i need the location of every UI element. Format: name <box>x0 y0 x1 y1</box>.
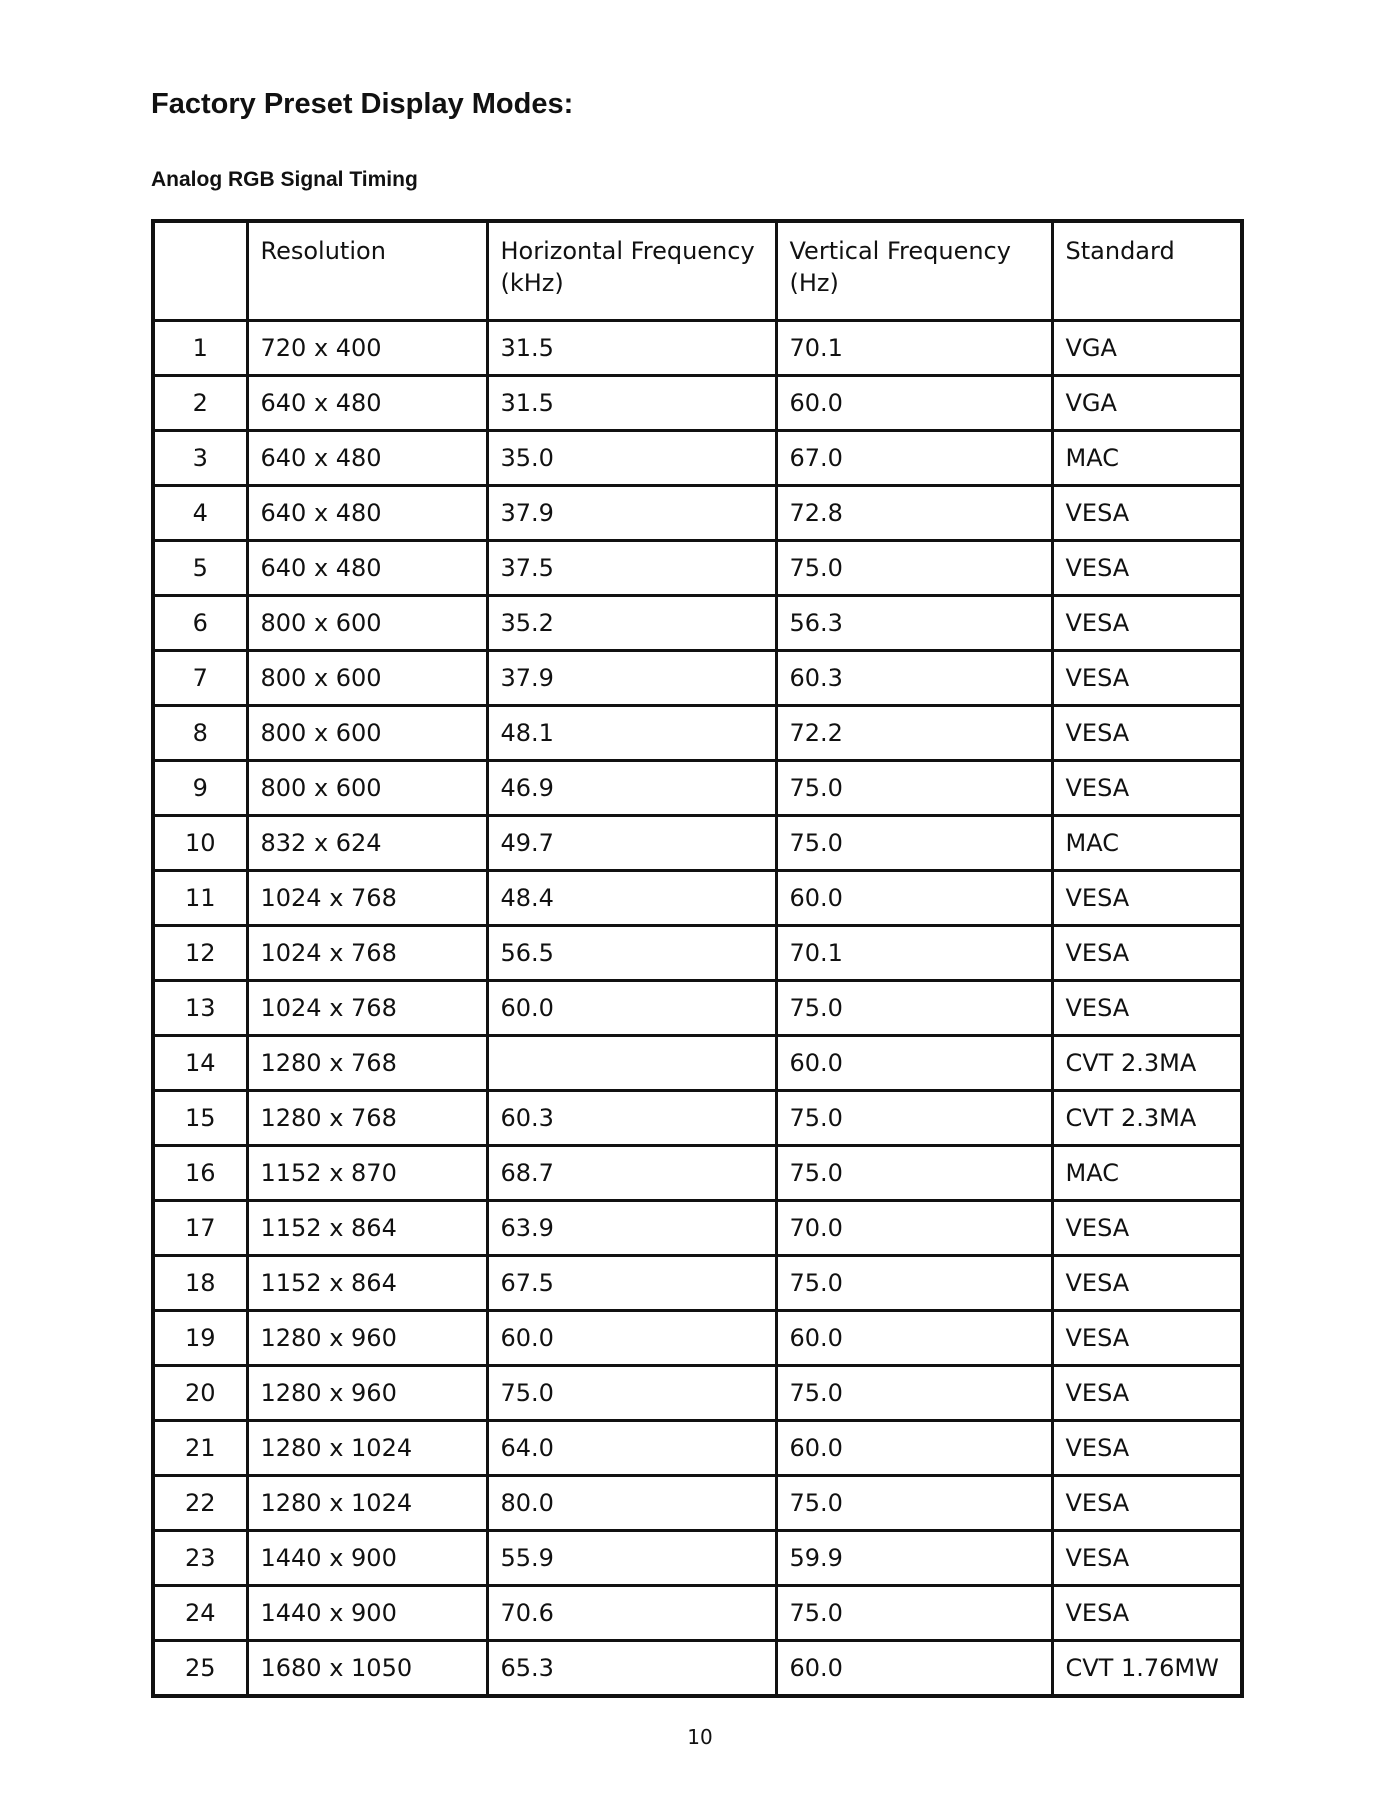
page-title: Factory Preset Display Modes: <box>151 88 574 120</box>
cell-resolution: 640 x 480 <box>247 376 487 431</box>
table-row <box>155 486 1240 541</box>
cell-horizontal-frequency: 60.0 <box>487 981 776 1036</box>
cell-standard: VESA <box>1052 1476 1240 1531</box>
cell-vertical-frequency: 59.9 <box>776 1531 1052 1586</box>
cell-vertical-frequency: 75.0 <box>776 1366 1052 1421</box>
cell-standard: VESA <box>1052 1531 1240 1586</box>
cell-resolution: 1024 x 768 <box>247 981 487 1036</box>
cell-resolution: 1152 x 864 <box>247 1256 487 1311</box>
cell-standard: VESA <box>1052 541 1240 596</box>
cell-number: 18 <box>155 1256 247 1311</box>
cell-standard: VESA <box>1052 1586 1240 1641</box>
cell-horizontal-frequency: 64.0 <box>487 1421 776 1476</box>
header-horizontal-frequency <box>487 223 776 321</box>
cell-standard: VESA <box>1052 1201 1240 1256</box>
header-resolution: Resolution <box>247 223 487 321</box>
cell-standard: VESA <box>1052 651 1240 706</box>
cell-horizontal-frequency: 46.9 <box>487 761 776 816</box>
table-header-row <box>155 223 1240 321</box>
cell-number: 12 <box>155 926 247 981</box>
cell-standard: VESA <box>1052 596 1240 651</box>
table-row <box>155 871 1240 926</box>
cell-resolution: 640 x 480 <box>247 431 487 486</box>
cell-vertical-frequency: 60.3 <box>776 651 1052 706</box>
table-row <box>155 1531 1240 1586</box>
cell-resolution: 640 x 480 <box>247 541 487 596</box>
header-vertical-frequency-label: Vertical Frequency <box>789 237 1011 265</box>
section-title: Analog RGB Signal Timing <box>151 168 418 191</box>
table-row <box>155 1641 1240 1695</box>
cell-number: 15 <box>155 1091 247 1146</box>
display-modes-table <box>151 219 1244 1698</box>
cell-resolution: 1152 x 864 <box>247 1201 487 1256</box>
cell-number: 9 <box>155 761 247 816</box>
header-vertical-frequency <box>776 223 1052 321</box>
table-row <box>155 1421 1240 1476</box>
cell-number: 20 <box>155 1366 247 1421</box>
cell-vertical-frequency: 75.0 <box>776 1146 1052 1201</box>
cell-vertical-frequency: 75.0 <box>776 541 1052 596</box>
cell-standard: CVT 1.76MW <box>1065 1654 1219 1682</box>
cell-resolution: 1152 x 870 <box>247 1146 487 1201</box>
cell-standard: CVT 2.3MA <box>1052 1036 1240 1091</box>
table-row <box>155 1146 1240 1201</box>
cell-horizontal-frequency: 75.0 <box>487 1366 776 1421</box>
cell-horizontal-frequency: 48.4 <box>487 871 776 926</box>
cell-resolution: 1280 x 1024 <box>247 1421 487 1476</box>
table-row <box>155 761 1240 816</box>
cell-horizontal-frequency: 37.9 <box>487 486 776 541</box>
cell-number: 16 <box>155 1146 247 1201</box>
cell-number: 7 <box>155 651 247 706</box>
table-body <box>155 321 1240 1695</box>
cell-number: 24 <box>155 1586 247 1641</box>
cell-vertical-frequency: 56.3 <box>776 596 1052 651</box>
cell-number: 10 <box>155 816 247 871</box>
cell-resolution: 1024 x 768 <box>247 871 487 926</box>
cell-standard: VGA <box>1052 376 1240 431</box>
table-row <box>155 1586 1240 1641</box>
cell-horizontal-frequency: 60.0 <box>487 1311 776 1366</box>
cell-resolution: 640 x 480 <box>247 486 487 541</box>
cell-horizontal-frequency: 37.5 <box>487 541 776 596</box>
cell-standard: MAC <box>1052 1146 1240 1201</box>
cell-vertical-frequency: 72.8 <box>776 486 1052 541</box>
cell-horizontal-frequency: 35.2 <box>487 596 776 651</box>
header-horizontal-frequency-unit: (kHz) <box>500 269 564 297</box>
page-number: 10 <box>687 1725 713 1749</box>
table-row <box>155 1476 1240 1531</box>
cell-vertical-frequency: 70.1 <box>776 321 1052 376</box>
cell-resolution: 1440 x 900 <box>247 1531 487 1586</box>
cell-horizontal-frequency: 31.5 <box>487 376 776 431</box>
cell-vertical-frequency: 75.0 <box>776 1091 1052 1146</box>
cell-standard: VESA <box>1052 1421 1240 1476</box>
cell-horizontal-frequency: 68.7 <box>487 1146 776 1201</box>
table-row <box>155 706 1240 761</box>
table-row <box>155 1366 1240 1421</box>
cell-horizontal-frequency: 48.1 <box>487 706 776 761</box>
cell-number: 3 <box>155 431 247 486</box>
cell-vertical-frequency: 60.0 <box>776 871 1052 926</box>
table-row <box>155 1036 1240 1091</box>
cell-horizontal-frequency: 49.7 <box>487 816 776 871</box>
cell-standard: VESA <box>1052 871 1240 926</box>
cell-resolution: 1024 x 768 <box>247 926 487 981</box>
cell-standard: VGA <box>1052 321 1240 376</box>
cell-number: 11 <box>155 871 247 926</box>
cell-horizontal-frequency: 63.9 <box>487 1201 776 1256</box>
cell-horizontal-frequency: 56.5 <box>487 926 776 981</box>
table-row <box>155 541 1240 596</box>
cell-vertical-frequency: 75.0 <box>776 1476 1052 1531</box>
cell-resolution: 800 x 600 <box>247 596 487 651</box>
cell-vertical-frequency: 60.0 <box>776 1421 1052 1476</box>
cell-vertical-frequency: 75.0 <box>776 1586 1052 1641</box>
cell-number: 4 <box>155 486 247 541</box>
cell-standard: VESA <box>1052 1366 1240 1421</box>
table-row <box>155 981 1240 1036</box>
cell-horizontal-frequency: 55.9 <box>487 1531 776 1586</box>
cell-number: 22 <box>155 1476 247 1531</box>
cell-standard: MAC <box>1052 816 1240 871</box>
cell-resolution: 1680 x 1050 <box>247 1641 487 1695</box>
cell-vertical-frequency: 60.0 <box>776 1311 1052 1366</box>
cell-number: 2 <box>155 376 247 431</box>
cell-horizontal-frequency: 35.0 <box>487 431 776 486</box>
cell-number: 19 <box>155 1311 247 1366</box>
table-row <box>155 1256 1240 1311</box>
table-row <box>155 1311 1240 1366</box>
cell-resolution: 1280 x 960 <box>247 1366 487 1421</box>
header-horizontal-frequency-label: Horizontal Frequency <box>500 237 755 265</box>
header-standard: Standard <box>1052 223 1240 321</box>
cell-resolution: 800 x 600 <box>247 706 487 761</box>
table-row <box>155 1091 1240 1146</box>
cell-number: 21 <box>155 1421 247 1476</box>
cell-standard: VESA <box>1052 486 1240 541</box>
header-vertical-frequency-unit: (Hz) <box>789 269 839 297</box>
cell-resolution: 1280 x 1024 <box>247 1476 487 1531</box>
cell-number: 17 <box>155 1201 247 1256</box>
table-row <box>155 321 1240 376</box>
cell-vertical-frequency: 60.0 <box>776 1641 1052 1695</box>
cell-vertical-frequency: 75.0 <box>776 761 1052 816</box>
cell-standard: VESA <box>1052 981 1240 1036</box>
cell-vertical-frequency: 75.0 <box>776 1256 1052 1311</box>
cell-resolution: 1440 x 900 <box>247 1586 487 1641</box>
cell-number: 1 <box>155 321 247 376</box>
table-row <box>155 816 1240 871</box>
cell-standard: VESA <box>1052 1311 1240 1366</box>
cell-horizontal-frequency: 60.3 <box>487 1091 776 1146</box>
cell-vertical-frequency: 60.0 <box>776 376 1052 431</box>
cell-horizontal-frequency: 65.3 <box>487 1641 776 1695</box>
cell-resolution: 1280 x 960 <box>247 1311 487 1366</box>
cell-vertical-frequency: 72.2 <box>776 706 1052 761</box>
cell-standard: MAC <box>1052 431 1240 486</box>
cell-vertical-frequency: 75.0 <box>776 981 1052 1036</box>
cell-number: 14 <box>155 1036 247 1091</box>
cell-resolution: 1280 x 768 <box>247 1091 487 1146</box>
cell-horizontal-frequency: 80.0 <box>487 1476 776 1531</box>
cell-vertical-frequency: 67.0 <box>776 431 1052 486</box>
cell-vertical-frequency: 75.0 <box>776 816 1052 871</box>
header-number <box>155 223 247 321</box>
cell-horizontal-frequency: 37.9 <box>487 651 776 706</box>
table-row <box>155 651 1240 706</box>
table-row <box>155 926 1240 981</box>
cell-resolution: 832 x 624 <box>247 816 487 871</box>
cell-number: 5 <box>155 541 247 596</box>
cell-resolution: 720 x 400 <box>247 321 487 376</box>
cell-resolution: 800 x 600 <box>247 651 487 706</box>
cell-horizontal-frequency <box>487 1036 776 1091</box>
cell-vertical-frequency: 70.0 <box>776 1201 1052 1256</box>
cell-number: 8 <box>155 706 247 761</box>
cell-standard: VESA <box>1052 1256 1240 1311</box>
cell-standard: CVT 2.3MA <box>1052 1091 1240 1146</box>
cell-resolution: 1280 x 768 <box>247 1036 487 1091</box>
cell-number: 6 <box>155 596 247 651</box>
cell-resolution: 800 x 600 <box>247 761 487 816</box>
table-row <box>155 1201 1240 1256</box>
cell-number: 23 <box>155 1531 247 1586</box>
table-row <box>155 596 1240 651</box>
cell-standard: VESA <box>1052 706 1240 761</box>
cell-number: 13 <box>155 981 247 1036</box>
cell-standard: VESA <box>1052 926 1240 981</box>
cell-vertical-frequency: 60.0 <box>776 1036 1052 1091</box>
cell-horizontal-frequency: 70.6 <box>487 1586 776 1641</box>
cell-horizontal-frequency: 67.5 <box>487 1256 776 1311</box>
cell-horizontal-frequency: 31.5 <box>487 321 776 376</box>
cell-standard: VESA <box>1052 761 1240 816</box>
cell-number: 25 <box>155 1641 247 1695</box>
table-row <box>155 376 1240 431</box>
table-row <box>155 431 1240 486</box>
cell-vertical-frequency: 70.1 <box>776 926 1052 981</box>
